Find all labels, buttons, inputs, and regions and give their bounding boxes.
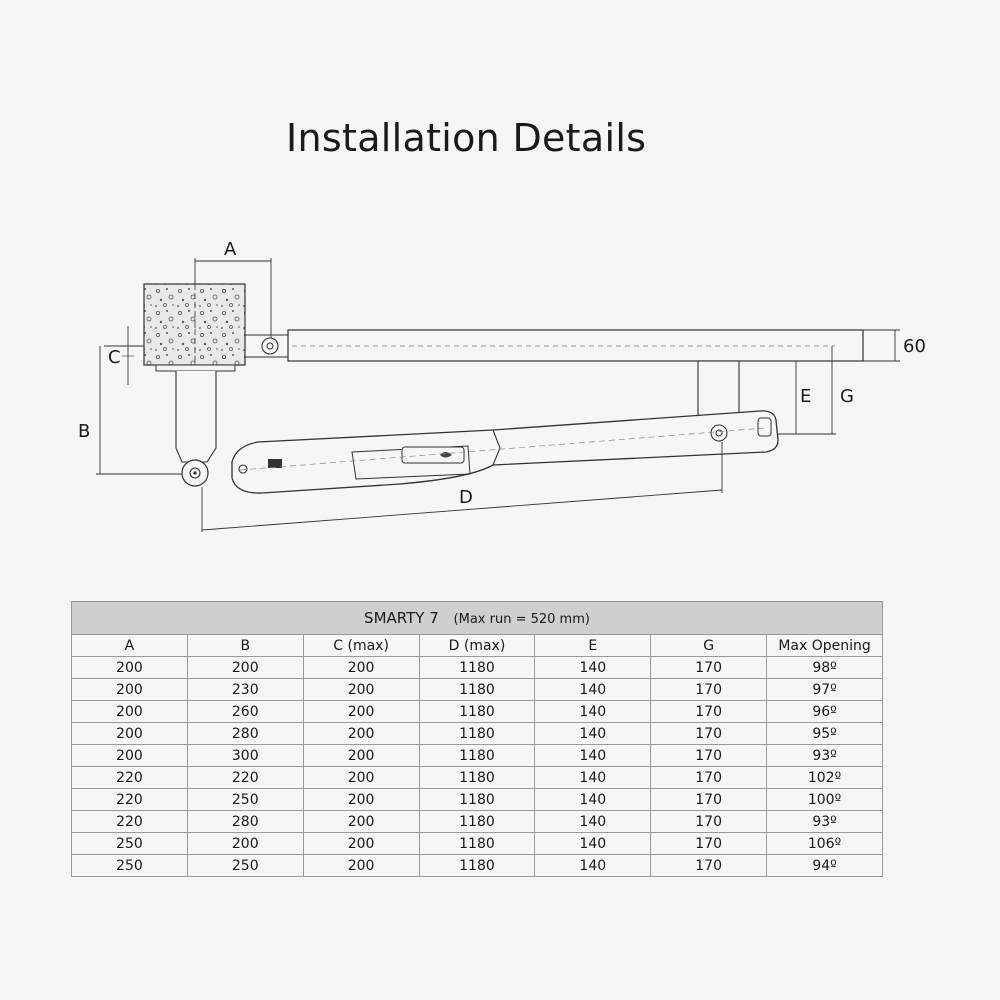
table-cell: 1180 — [419, 767, 535, 789]
table-cell: 220 — [187, 767, 303, 789]
column-header: Max Opening — [767, 635, 883, 657]
table-cell: 95º — [767, 723, 883, 745]
table-cell: 140 — [535, 679, 651, 701]
spec-table — [71, 601, 883, 877]
table-cell: 170 — [651, 679, 767, 701]
table-cell: 200 — [72, 657, 188, 679]
table-cell: 140 — [535, 811, 651, 833]
table-cell: 200 — [303, 723, 419, 745]
table-cell: 200 — [303, 767, 419, 789]
table-cell: 140 — [535, 855, 651, 877]
table-caption — [72, 602, 883, 635]
table-row — [72, 701, 883, 723]
table-cell: 170 — [651, 701, 767, 723]
table-cell: 140 — [535, 789, 651, 811]
table-cell: 140 — [535, 833, 651, 855]
table-cell: 170 — [651, 745, 767, 767]
table-cell: 102º — [767, 767, 883, 789]
table-row — [72, 789, 883, 811]
table-row — [72, 679, 883, 701]
table-cell: 220 — [72, 767, 188, 789]
dimension-label-d: D — [459, 487, 473, 508]
table-cell: 170 — [651, 811, 767, 833]
table-cell: 230 — [187, 679, 303, 701]
table-cell: 96º — [767, 701, 883, 723]
table-body — [72, 657, 883, 877]
table-cell: 200 — [187, 833, 303, 855]
table-cell: 98º — [767, 657, 883, 679]
table-cell: 97º — [767, 679, 883, 701]
page-title: Installation Details — [286, 116, 647, 160]
table-cell: 140 — [535, 767, 651, 789]
table-cell: 300 — [187, 745, 303, 767]
table-cell: 220 — [72, 811, 188, 833]
table-cell: 140 — [535, 745, 651, 767]
table-cell: 170 — [651, 855, 767, 877]
table-cell: 1180 — [419, 701, 535, 723]
table-cell: 200 — [187, 657, 303, 679]
table-cell: 200 — [303, 701, 419, 723]
table-cell: 200 — [72, 679, 188, 701]
table-cell: 106º — [767, 833, 883, 855]
motor-actuator — [232, 411, 778, 493]
table-cell: 140 — [535, 657, 651, 679]
dimension-label-a: A — [224, 239, 237, 260]
table-header-row — [72, 635, 883, 657]
table-row — [72, 723, 883, 745]
dimension-label-b: B — [78, 421, 91, 442]
gate-leaf — [245, 330, 863, 361]
table-cell: 200 — [303, 745, 419, 767]
table-cell: 200 — [303, 855, 419, 877]
table-cell: 200 — [303, 833, 419, 855]
column-header: D (max) — [419, 635, 535, 657]
table-cell: 200 — [72, 701, 188, 723]
table-cell: 200 — [72, 745, 188, 767]
model-name: SMARTY 7 — [364, 609, 439, 627]
column-header: C (max) — [303, 635, 419, 657]
table-row — [72, 855, 883, 877]
table-cell: 1180 — [419, 855, 535, 877]
table-row — [72, 745, 883, 767]
table-cell: 200 — [303, 657, 419, 679]
table-cell: 280 — [187, 723, 303, 745]
table-cell: 200 — [72, 723, 188, 745]
table-cell: 170 — [651, 723, 767, 745]
dimension-label-g: G — [840, 386, 854, 407]
table-cell: 1180 — [419, 789, 535, 811]
max-run-note: (Max run = 520 mm) — [453, 612, 590, 627]
table-cell: 94º — [767, 855, 883, 877]
table-cell: 170 — [651, 789, 767, 811]
table-cell: 1180 — [419, 811, 535, 833]
table-cell: 200 — [303, 811, 419, 833]
column-header: B — [187, 635, 303, 657]
table-cell: 280 — [187, 811, 303, 833]
table-row — [72, 833, 883, 855]
table-cell: 140 — [535, 723, 651, 745]
column-header: E — [535, 635, 651, 657]
table-cell: 140 — [535, 701, 651, 723]
table-cell: 260 — [187, 701, 303, 723]
table-cell: 170 — [651, 767, 767, 789]
table-cell: 250 — [187, 789, 303, 811]
table-row — [72, 811, 883, 833]
table-cell: 250 — [187, 855, 303, 877]
pillar-bracket — [176, 371, 216, 486]
table-cell: 1180 — [419, 679, 535, 701]
table-cell: 1180 — [419, 745, 535, 767]
dimension-label-c: C — [108, 347, 121, 368]
table-cell: 250 — [72, 833, 188, 855]
table-row — [72, 657, 883, 679]
dimension-label-e: E — [800, 386, 812, 407]
table-cell: 93º — [767, 811, 883, 833]
table-cell: 170 — [651, 657, 767, 679]
column-header: A — [72, 635, 188, 657]
column-header: G — [651, 635, 767, 657]
table-cell: 200 — [303, 679, 419, 701]
table-cell: 170 — [651, 833, 767, 855]
gate-pillar — [144, 284, 245, 371]
table-cell: 93º — [767, 745, 883, 767]
dimension-label-height: 60 — [903, 336, 926, 357]
table-cell: 1180 — [419, 723, 535, 745]
table-cell: 1180 — [419, 833, 535, 855]
table-cell: 100º — [767, 789, 883, 811]
table-cell: 250 — [72, 855, 188, 877]
table-row — [72, 767, 883, 789]
table-cell: 220 — [72, 789, 188, 811]
table-cell: 200 — [303, 789, 419, 811]
table-cell: 1180 — [419, 657, 535, 679]
